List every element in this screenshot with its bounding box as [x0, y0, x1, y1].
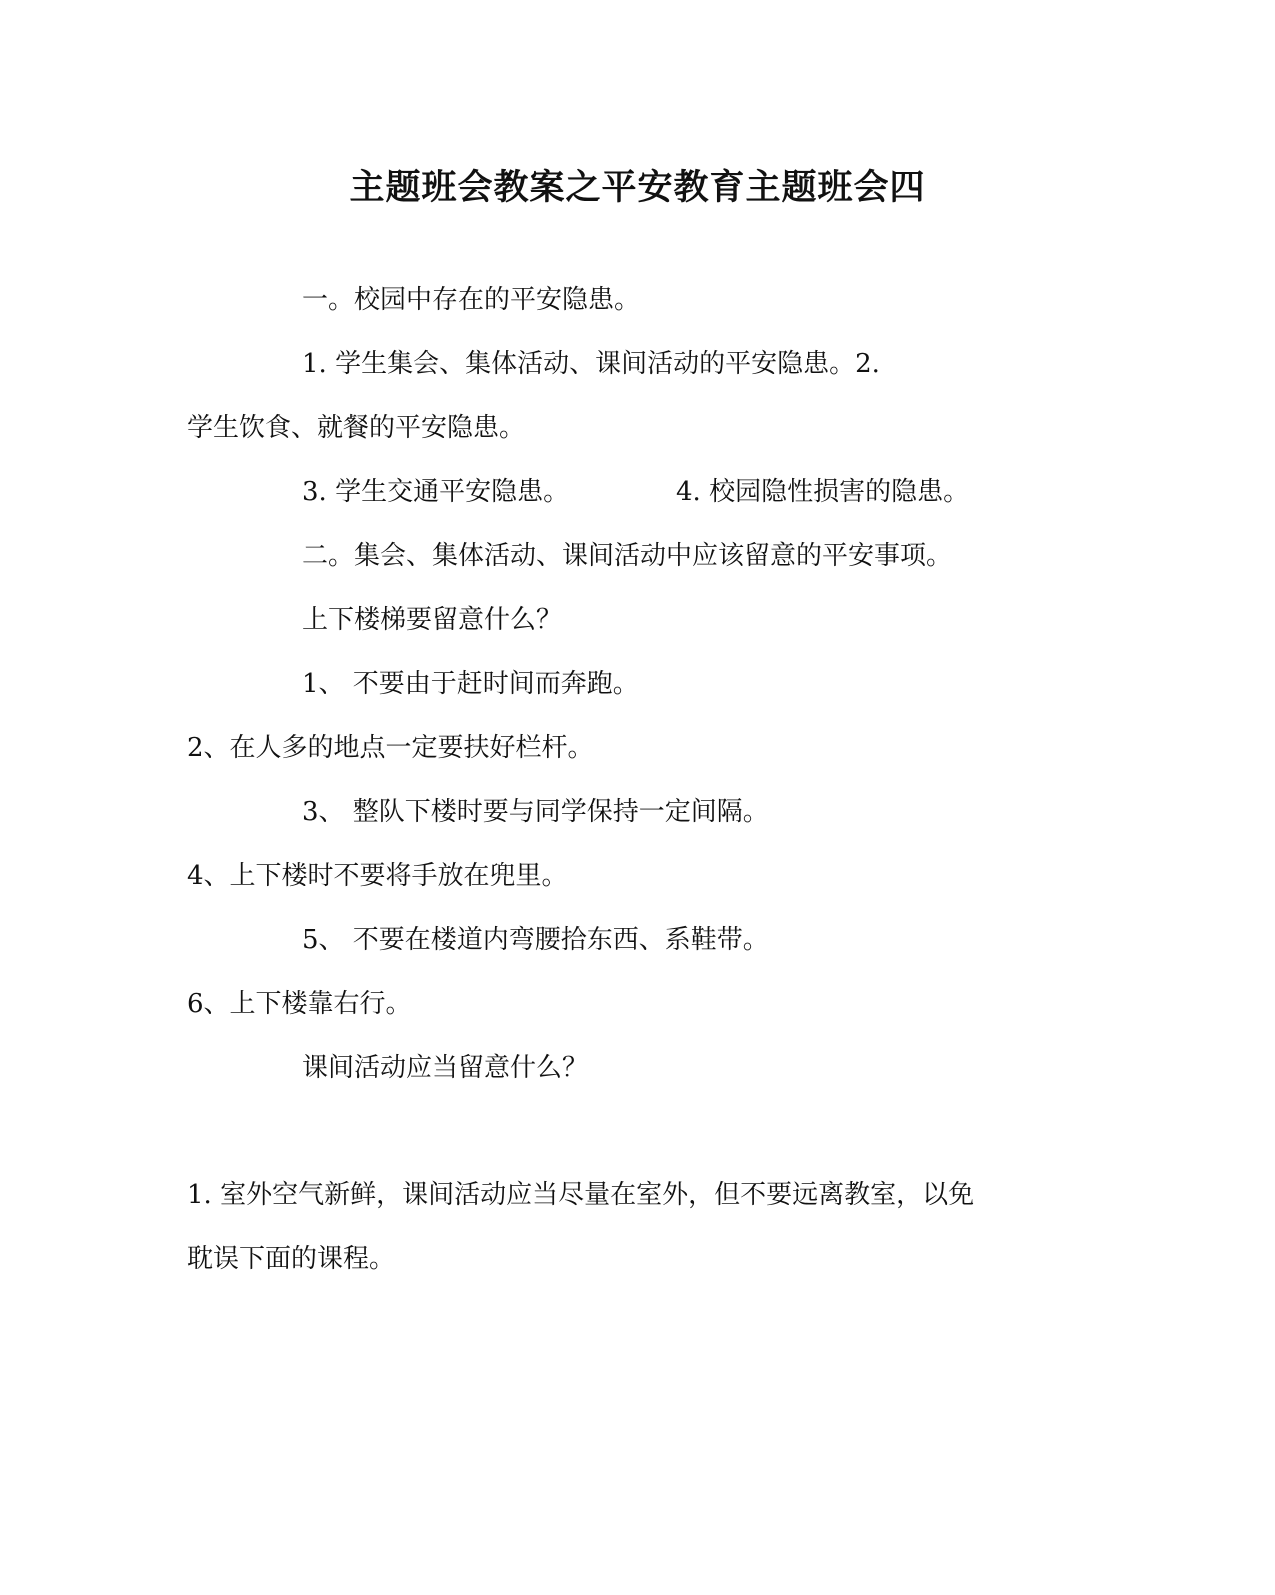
- list-item: 5、 不要在楼道内弯腰拾东西、系鞋带。: [302, 925, 769, 955]
- section-heading-2: 二。集会、集体活动、课间活动中应该留意的平安事项。: [302, 541, 953, 571]
- paragraph-line: 耽误下面的课程。: [187, 1244, 396, 1274]
- section-heading-1: 一。校园中存在的平安隐患。: [302, 285, 641, 315]
- paragraph-line: 1. 学生集会、集体活动、课间活动的平安隐患。2.: [302, 349, 880, 379]
- paragraph-line: 1. 室外空气新鲜，课间活动应当尽量在室外，但不要远离教室，以免: [187, 1180, 975, 1210]
- paragraph-line: 学生饮食、就餐的平安隐患。: [187, 413, 526, 443]
- list-item: 4、上下楼时不要将手放在兜里。: [187, 861, 568, 891]
- list-item: 6、上下楼靠右行。: [187, 989, 412, 1019]
- question-heading: 课间活动应当留意什么？: [302, 1053, 589, 1083]
- document-title: 主题班会教案之平安教育主题班会四: [349, 167, 926, 208]
- paragraph-line: 3. 学生交通平安隐患。: [302, 477, 570, 507]
- paragraph-line: 4. 校园隐性损害的隐患。: [676, 477, 970, 507]
- list-item: 3、 整队下楼时要与同学保持一定间隔。: [302, 797, 769, 827]
- list-item: 1、 不要由于赶时间而奔跑。: [302, 669, 639, 699]
- list-item: 2、在人多的地点一定要扶好栏杆。: [187, 733, 594, 763]
- question-heading: 上下楼梯要留意什么？: [302, 605, 563, 635]
